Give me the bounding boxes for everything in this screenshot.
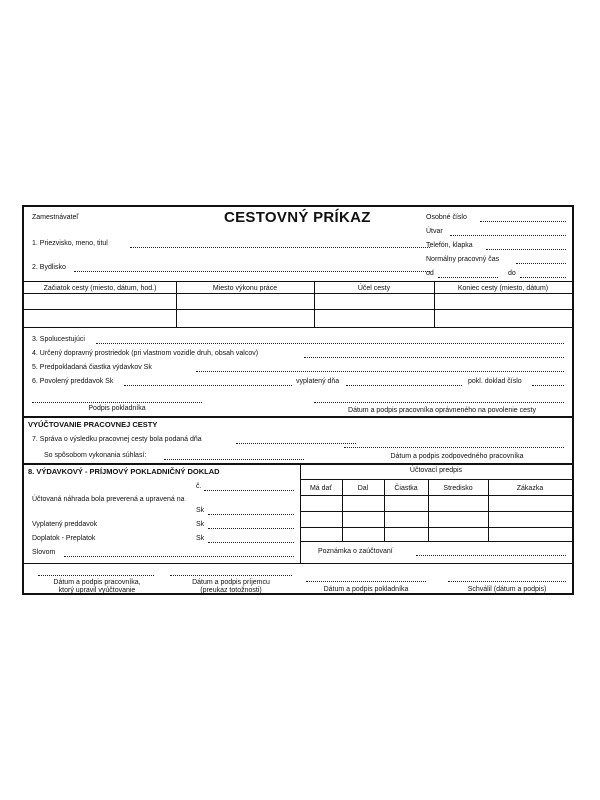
section-divider <box>24 416 572 418</box>
in-words-field[interactable] <box>64 556 294 557</box>
cashier-final-signature-line[interactable] <box>306 581 426 582</box>
section-divider <box>24 563 572 564</box>
paid-on-label: vyplatený dňa <box>296 378 340 385</box>
transport-label: 4. Určený dopravný prostriedok (pri vlastnom vozidle druh, obsah valcov) <box>32 350 259 357</box>
trip-table-header: Koniec cesty (miesto, dátum) <box>457 285 549 292</box>
work-time-field[interactable] <box>516 263 566 264</box>
accounting-col-header: Má dať <box>309 485 333 492</box>
expected-expenses-label: 5. Predpokladaná čiastka výdavkov Sk <box>32 364 152 371</box>
approval-field[interactable] <box>164 459 304 460</box>
fellow-travelers-field[interactable] <box>96 343 564 344</box>
personal-number-label: Osobné číslo <box>426 214 467 221</box>
approver-signature-label: Schválil (dátum a podpis) <box>467 586 547 593</box>
work-time-label: Normálny pracovný čas <box>426 256 500 263</box>
section-divider <box>24 463 572 465</box>
travel-order-form <box>22 205 574 595</box>
accounting-col-header: Stredisko <box>443 485 473 492</box>
phone-label: Telefón, klapka <box>426 242 473 249</box>
from-label: od <box>426 270 434 277</box>
trip-table-top-border <box>24 281 572 282</box>
responsible-signature-line[interactable] <box>344 447 564 448</box>
accounting-col-header: Čiastka <box>394 485 418 492</box>
currency-label: Sk <box>196 535 205 542</box>
department-field[interactable] <box>450 235 566 236</box>
trip-table-header: Miesto výkonu práce <box>212 285 278 292</box>
accounting-col-header: Zákazka <box>516 485 544 492</box>
trip-table-header: Účel cesty <box>357 285 391 292</box>
trip-table-row-border <box>24 309 572 310</box>
voucher-number-field[interactable] <box>204 490 294 491</box>
balance-label: Doplatok - Preplatok <box>32 535 96 542</box>
in-words-label: Slovom <box>32 549 56 556</box>
advance-label: 6. Povolený preddavok Sk <box>32 378 114 385</box>
form-title: CESTOVNÝ PRÍKAZ <box>224 209 371 226</box>
cashier-signature-line[interactable] <box>32 402 202 403</box>
posting-note-label: Poznámka o zaúčtovaní <box>318 548 393 555</box>
to-field[interactable] <box>520 277 566 278</box>
approval-label: So spôsobom vykonania súhlasí: <box>44 452 147 459</box>
accounting-grid-line <box>300 541 572 542</box>
reimbursement-label: Účtovaná náhrada bola preverená a upravená na <box>32 496 185 503</box>
balance-field[interactable] <box>208 542 294 543</box>
section-vertical-divider <box>300 463 301 563</box>
trip-table-header: Začiatok cesty (miesto, dátum, hod.) <box>43 285 157 292</box>
department-label: Útvar <box>426 228 443 235</box>
address-field[interactable] <box>74 271 430 272</box>
fellow-travelers-label: 3. Spolucestujúci <box>32 336 85 343</box>
paid-advance-field[interactable] <box>208 528 294 529</box>
recipient-signature-line[interactable] <box>170 575 292 576</box>
accounting-grid-line <box>300 479 572 480</box>
trip-table-bottom-border <box>24 327 572 328</box>
recipient-signature-label: (preukaz totožnosti) <box>200 587 262 594</box>
currency-label: Sk <box>196 521 205 528</box>
accounting-grid-line <box>300 527 572 528</box>
name-field[interactable] <box>130 247 430 248</box>
currency-label: Sk <box>196 507 205 514</box>
accounting-grid-line <box>300 495 572 496</box>
trip-table-header-border <box>24 293 572 294</box>
voucher-number-label: č. <box>196 483 202 490</box>
adjuster-signature-label: Dátum a podpis pracovníka, <box>53 579 141 586</box>
report-submitted-label: 7. Správa o výsledku pracovnej cesty bola podaná dňa <box>32 436 202 443</box>
cash-doc-field[interactable] <box>532 385 564 386</box>
approver-signature-line[interactable] <box>448 581 566 582</box>
to-label: do <box>508 270 516 277</box>
expected-expenses-field[interactable] <box>196 371 564 372</box>
settlement-heading: VYÚČTOVANIE PRACOVNEJ CESTY <box>28 420 158 429</box>
employer-label: Zamestnávateľ <box>32 214 79 221</box>
accounting-col-header: Dal <box>357 485 369 492</box>
advance-field[interactable] <box>124 385 292 386</box>
cash-doc-label: pokl. doklad číslo <box>468 378 522 385</box>
cashier-final-signature-label: Dátum a podpis pokladníka <box>323 586 409 593</box>
phone-field[interactable] <box>486 249 566 250</box>
name-label: 1. Priezvisko, meno, titul <box>32 240 108 247</box>
address-label: 2. Bydlisko <box>32 264 66 271</box>
paid-advance-label: Vyplatený preddavok <box>32 521 98 528</box>
paid-on-field[interactable] <box>346 385 462 386</box>
from-field[interactable] <box>438 277 498 278</box>
authorizer-signature-line[interactable] <box>314 402 564 403</box>
report-submitted-field[interactable] <box>236 443 356 444</box>
personal-number-field[interactable] <box>480 221 566 222</box>
cash-voucher-heading: 8. VÝDAVKOVÝ - PRÍJMOVÝ POKLADNIČNÝ DOKLAD <box>28 467 220 476</box>
recipient-signature-label: Dátum a podpis príjemcu <box>192 579 270 586</box>
cashier-signature-label: Podpis pokladníka <box>88 405 146 412</box>
responsible-signature-label: Dátum a podpis zodpovedného pracovníka <box>390 453 524 460</box>
adjuster-signature-label: ktorý upravil vyúčtovanie <box>58 587 136 594</box>
adjuster-signature-line[interactable] <box>38 575 154 576</box>
posting-note-field[interactable] <box>416 555 566 556</box>
authorizer-signature-label: Dátum a podpis pracovníka oprávneného na povolenie cesty <box>348 407 536 414</box>
accounting-heading: Účtovací predpis <box>409 467 463 474</box>
transport-field[interactable] <box>304 357 564 358</box>
accounting-grid-line <box>300 511 572 512</box>
reimbursement-field[interactable] <box>208 514 294 515</box>
